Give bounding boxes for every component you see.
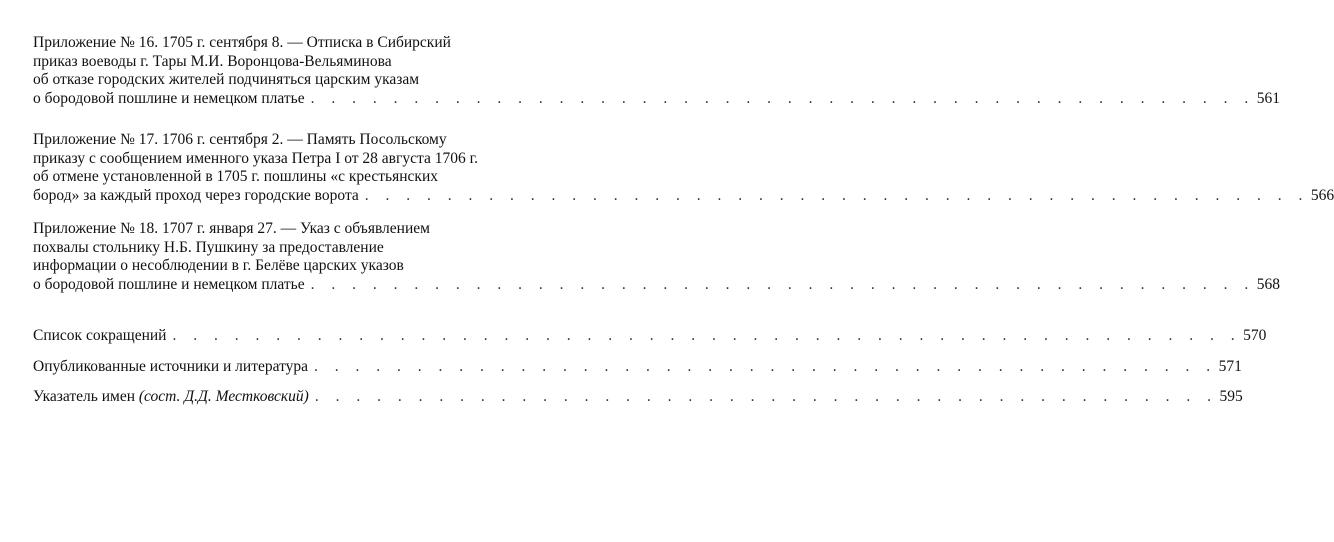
toc-entry-last-line: [33, 186, 1334, 206]
toc-entry-line: об отмене установленной в 1705 г. пошлины «с крестьянских: [33, 168, 438, 186]
page-number: 571: [1218, 358, 1242, 375]
toc-entry-last-line: [33, 327, 1267, 346]
toc-entry-abbreviations[interactable]: [33, 327, 1267, 346]
toc-entry-title: Опубликованные источники и литература: [33, 358, 309, 375]
toc-entry-name-index[interactable]: [33, 388, 1243, 407]
dot-leader: . . . . . . . . . . . . . . . . . . . . . . . . . . . . . . . . . . . . . . . . . . . . . .: [364, 186, 1309, 204]
toc-entry-line: похвалы стольнику Н.Б. Пушкину за предоставление: [33, 238, 384, 256]
toc-entry-last-line: [33, 89, 1280, 109]
toc-entry-title: Список сокращений: [33, 327, 167, 344]
toc-entry-line: бород» за каждый проход через городские ворота: [33, 186, 359, 204]
toc-entry-last-line: [33, 358, 1242, 377]
toc-entry-line: Приложение № 16. 1705 г. сентября 8. — Отписка в Сибирский: [33, 34, 451, 51]
toc-entry-appendix-18[interactable]: [33, 220, 1280, 294]
toc-entry-line: об отказе городских жителей подчиняться царским указам: [33, 71, 420, 89]
dot-leader: . . . . . . . . . . . . . . . . . . . . . . . . . . . . . . . . . . . . . . . . . . . . . .: [310, 275, 1255, 293]
toc-entry-line: приказу с сообщением именного указа Петра I от 28 августа 1706 г.: [33, 149, 479, 167]
toc-entry-appendix-17[interactable]: [33, 131, 1334, 205]
page-number: 561: [1256, 89, 1280, 107]
toc-entry-line: информации о несоблюдении в г. Белёве царских указов: [33, 257, 404, 275]
toc-entry-last-line: [33, 275, 1280, 295]
toc-entry-line: Приложение № 18. 1707 г. января 27. — Указ с объявлением: [33, 220, 430, 237]
toc-entry-last-line: [33, 388, 1243, 407]
toc-entry-line: приказ воеводы г. Тары М.И. Воронцова-Вельяминова: [33, 52, 392, 70]
page-number: 570: [1243, 327, 1267, 344]
toc-entry-line: Приложение № 17. 1706 г. сентября 2. — Память Посольскому: [33, 131, 447, 148]
dot-leader: . . . . . . . . . . . . . . . . . . . . . . . . . . . . . . . . . . . . . . . . . . . .: [314, 388, 1218, 405]
dot-leader: . . . . . . . . . . . . . . . . . . . . . . . . . . . . . . . . . . . . . . . . . . . . . . . . . . . .: [172, 327, 1242, 344]
toc-entry-appendix-16[interactable]: [33, 34, 1280, 108]
page-number: 568: [1256, 275, 1280, 293]
dot-leader: . . . . . . . . . . . . . . . . . . . . . . . . . . . . . . . . . . . . . . . . . . . .: [314, 358, 1217, 375]
dot-leader: . . . . . . . . . . . . . . . . . . . . . . . . . . . . . . . . . . . . . . . . . . . . . .: [310, 89, 1255, 107]
page-number: 566: [1310, 186, 1334, 204]
toc-entry-line: о бородовой пошлине и немецком платье: [33, 89, 305, 107]
toc-entry-line: о бородовой пошлине и немецком платье: [33, 275, 305, 293]
toc-entry-title-main: Указатель имен: [33, 388, 135, 405]
toc-entry-compiler: (сост. Д.Д. Местковский): [138, 388, 309, 405]
page-number: 595: [1219, 388, 1243, 405]
toc-entry-sources[interactable]: [33, 358, 1242, 377]
toc-entry-title: [33, 388, 309, 407]
